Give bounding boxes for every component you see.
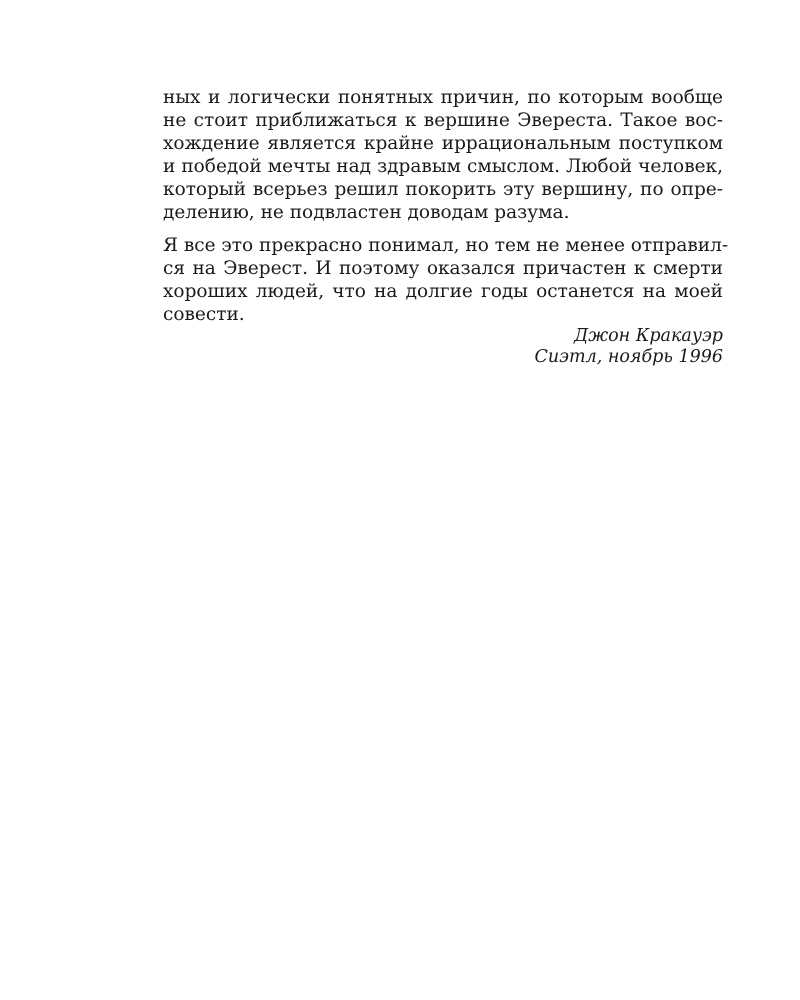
text-line: хождение является крайне иррациональным поступком	[163, 133, 723, 154]
text-line: ных и логически понятных причин, по которым вообще	[163, 87, 723, 108]
signature-author: Джон Кракауэр	[574, 326, 723, 346]
text-line: хороших людей, что на долгие годы останется на моей	[163, 281, 723, 302]
text-line: совести.	[163, 304, 245, 325]
signature	[163, 326, 723, 368]
text-block	[163, 86, 729, 368]
text-line: не стоит приближаться к вершине Эвереста. Такое вос-	[163, 110, 723, 131]
text-line: Я все это прекрасно понимал, но тем не менее отправил-	[163, 235, 729, 256]
signature-place-date: Сиэтл, ноябрь 1996	[534, 347, 723, 367]
paragraph-2	[163, 234, 729, 326]
paragraph-1	[163, 86, 723, 224]
text-line: ся на Эверест. И поэтому оказался причастен к смерти	[163, 258, 723, 279]
text-line: делению, не подвластен доводам разума.	[163, 202, 570, 223]
text-line: который всерьез решил покорить эту вершину, по опре-	[163, 179, 723, 200]
text-line: и победой мечты над здравым смыслом. Любой человек,	[163, 156, 723, 177]
